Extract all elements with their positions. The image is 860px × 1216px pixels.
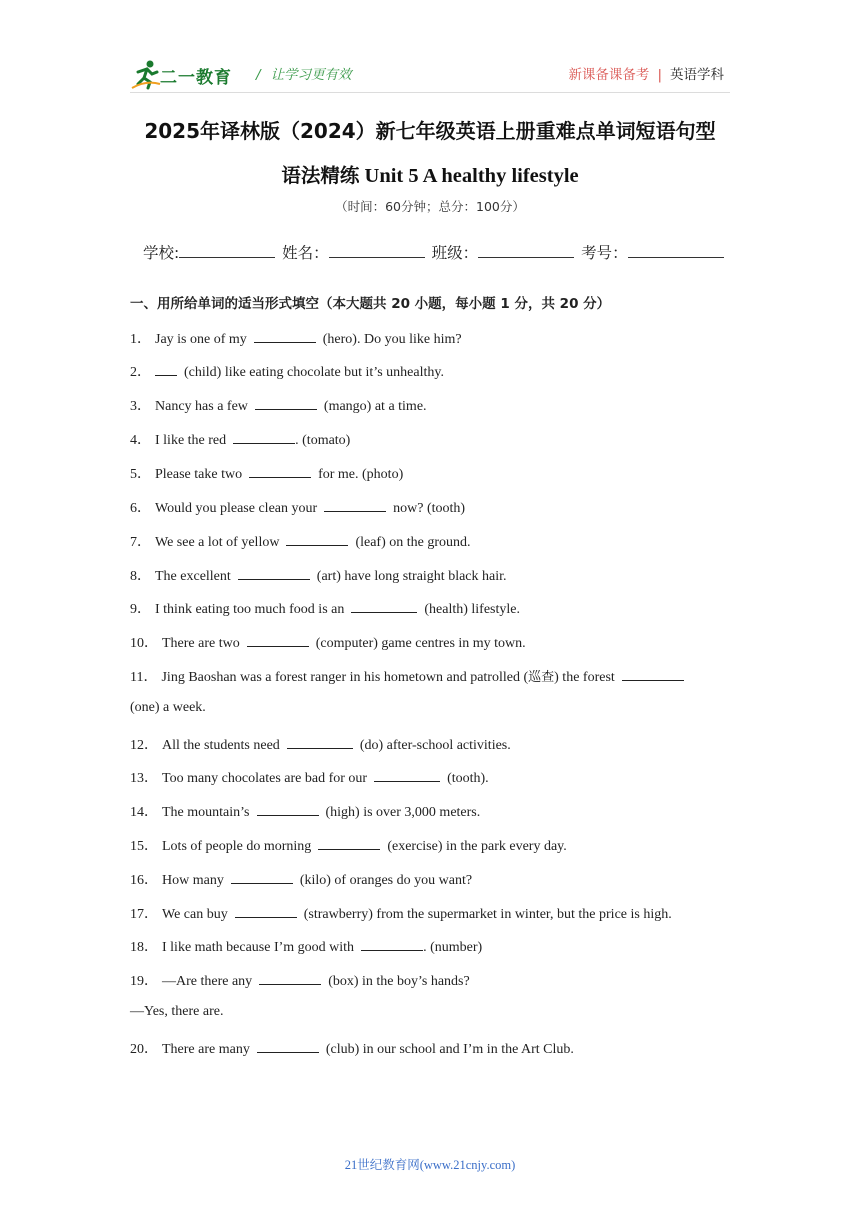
answer-blank[interactable] <box>374 769 440 782</box>
school-label: 学校: <box>143 244 180 262</box>
class-field[interactable] <box>478 243 574 258</box>
slogan: / 让学习更有效 <box>256 67 352 83</box>
answer-blank[interactable] <box>257 1040 319 1053</box>
page-footer[interactable]: 21世纪教育网(www.21cnjy.com) <box>344 1158 516 1172</box>
question-18: 18． I like math because I’m good with . (number) <box>130 940 483 955</box>
answer-blank[interactable] <box>361 938 423 951</box>
doc-title-line1: 2025年译林版（2024）新七年级英语上册重难点单词短语句型 <box>144 119 716 143</box>
name-label: 姓名： <box>282 244 329 262</box>
question-19-reply: —Yes, there are. <box>130 1004 224 1019</box>
answer-blank[interactable] <box>324 499 386 512</box>
answer-blank[interactable] <box>259 972 321 985</box>
question-2: 2． (child) like eating chocolate but it’s unhealthy. <box>130 365 444 380</box>
answer-blank[interactable] <box>231 871 293 884</box>
question-10: 10． There are two (computer) game centres in my town. <box>130 636 526 651</box>
exam-meta: （时间：60分钟；总分：100分） <box>335 199 525 214</box>
question-3: 3． Nancy has a few (mango) at a time. <box>130 399 427 414</box>
question-7: 7． We see a lot of yellow (leaf) on the ground. <box>130 535 471 550</box>
answer-blank[interactable] <box>247 634 309 647</box>
question-8: 8． The excellent (art) have long straight black hair. <box>130 569 507 584</box>
name-field[interactable] <box>329 243 425 258</box>
answer-blank[interactable] <box>249 465 311 478</box>
answer-blank[interactable] <box>233 431 295 444</box>
brand-logo <box>130 58 240 90</box>
answer-blank[interactable] <box>622 668 684 681</box>
runner-icon <box>130 58 162 90</box>
question-9: 9． I think eating too much food is an (health) lifestyle. <box>130 602 520 617</box>
header-tags <box>568 63 724 83</box>
exam-number-label: 考号： <box>581 244 628 262</box>
exam-number-field[interactable] <box>628 243 724 258</box>
question-11-cont: (one) a week. <box>130 700 206 715</box>
section-title: 一、用所给单词的适当形式填空（本大题共 20 小题，每小题 1 分，共 20 分） <box>130 296 611 312</box>
header-tag-subject: 英语学科 <box>670 67 724 83</box>
answer-blank[interactable] <box>255 397 317 410</box>
question-14: 14． The mountain’s (high) is over 3,000 meters. <box>130 805 481 820</box>
class-label: 班级： <box>431 244 479 262</box>
header-separator: | <box>657 67 662 83</box>
answer-blank[interactable] <box>351 600 417 613</box>
page-header <box>130 56 730 92</box>
answer-blank[interactable] <box>238 567 310 580</box>
question-6: 6． Would you please clean your now? (tooth) <box>130 501 466 516</box>
school-field[interactable] <box>179 243 275 258</box>
slogan-text: 让学习更有效 <box>270 67 352 83</box>
header-tag-course: 新课备课备考 <box>568 67 650 83</box>
answer-blank[interactable] <box>235 905 297 918</box>
question-16: 16． How many (kilo) of oranges do you want? <box>130 873 473 888</box>
header-divider <box>130 92 730 93</box>
answer-blank[interactable] <box>155 363 177 376</box>
doc-title-line2 <box>0 160 860 188</box>
student-info-row <box>143 241 726 263</box>
logo-text: 二一教育 <box>160 68 232 88</box>
answer-blank[interactable] <box>257 803 319 816</box>
question-4: 4． I like the red . (tomato) <box>130 433 351 448</box>
question-1: 1． Jay is one of my (hero). Do you like him? <box>130 332 462 347</box>
question-19: 19． —Are there any (box) in the boy’s hands? <box>130 974 470 989</box>
answer-blank[interactable] <box>287 736 353 749</box>
doc-title-cn: 语法精练 <box>281 164 360 187</box>
answer-blank[interactable] <box>286 533 348 546</box>
question-15: 15． Lots of people do morning (exercise) in the park every day. <box>130 839 567 854</box>
answer-blank[interactable] <box>318 837 380 850</box>
question-13: 13． Too many chocolates are bad for our (tooth). <box>130 771 489 786</box>
question-20: 20． There are many (club) in our school and I’m in the Art Club. <box>130 1042 574 1057</box>
question-12: 12． All the students need (do) after-school activities. <box>130 738 511 753</box>
question-17: 17． We can buy (strawberry) from the supermarket in winter, but the price is high. <box>130 907 672 922</box>
question-5: 5． Please take two for me. (photo) <box>130 467 404 482</box>
answer-blank[interactable] <box>254 330 316 343</box>
doc-title-unit: Unit 5 A healthy lifestyle <box>359 165 579 187</box>
question-11: 11． Jing Baoshan was a forest ranger in his hometown and patrolled (巡查) the forest <box>130 666 691 686</box>
